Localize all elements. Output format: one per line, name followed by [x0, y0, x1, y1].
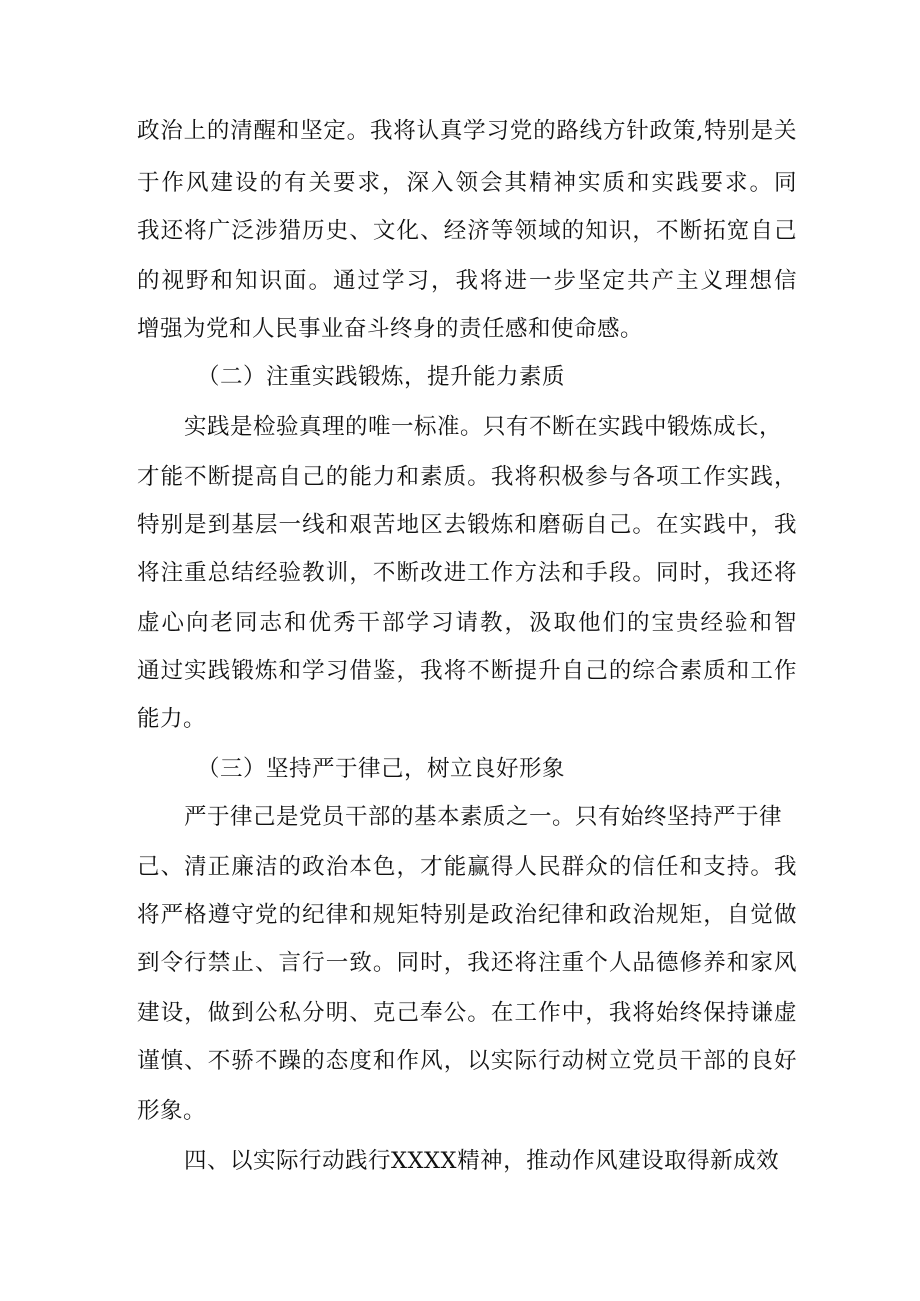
- subsection-heading: （三）坚持严于律己，树立良好形象: [197, 756, 566, 782]
- subsection-heading: （二）注重实践锻炼，提升能力素质: [197, 364, 566, 390]
- body-line: 才能不断提高自己的能力和素质。我将积极参与各项工作实践，: [137, 464, 797, 490]
- body-line: 于作风建设的有关要求，深入领会其精神实质和实践要求。同: [137, 170, 797, 196]
- body-line: 将严格遵守党的纪律和规矩特别是政治纪律和政治规矩，自觉做: [137, 902, 797, 928]
- body-line: 形象。: [137, 1098, 207, 1124]
- body-line: 将注重总结经验教训，不断改进工作方法和手段。同时，我还将: [137, 560, 797, 586]
- body-line: 虚心向老同志和优秀干部学习请教，汲取他们的宝贵经验和智: [137, 610, 797, 636]
- body-line: 严于律己是党员干部的基本素质之一。只有始终坚持严于律: [184, 804, 783, 830]
- body-line: 建设，做到公私分明、克己奉公。在工作中，我将始终保持谦虚: [137, 1000, 797, 1026]
- body-line: 增强为党和人民事业奋斗终身的责任感和使命感。: [137, 316, 644, 342]
- body-line: 特别是到基层一线和艰苦地区去锻炼和磨砺自己。在实践中，我: [137, 512, 797, 538]
- body-line: 实践是检验真理的唯一标准。只有不断在实践中锻炼成长，: [184, 414, 783, 440]
- body-line: 通过实践锻炼和学习借鉴，我将不断提升自己的综合素质和工作: [137, 658, 797, 684]
- body-line: 谨慎、不骄不躁的态度和作风，以实际行动树立党员干部的良好: [137, 1048, 797, 1074]
- body-line: 我还将广泛涉猎历史、文化、经济等领域的知识，不断拓宽自己: [137, 218, 797, 244]
- body-line: 到令行禁止、言行一致。同时，我还将注重个人品德修养和家风: [137, 950, 797, 976]
- body-line: 的视野和知识面。通过学习，我将进一步坚定共产主义理想信: [137, 268, 797, 294]
- body-line: 能力。: [137, 706, 207, 732]
- body-line: 己、清正廉洁的政治本色，才能赢得人民群众的信任和支持。我: [137, 854, 797, 880]
- section-heading: 四、以实际行动践行XXXX精神，推动作风建设取得新成效: [184, 1148, 780, 1174]
- body-line: 政治上的清醒和坚定。我将认真学习党的路线方针政策,特别是关: [137, 118, 797, 144]
